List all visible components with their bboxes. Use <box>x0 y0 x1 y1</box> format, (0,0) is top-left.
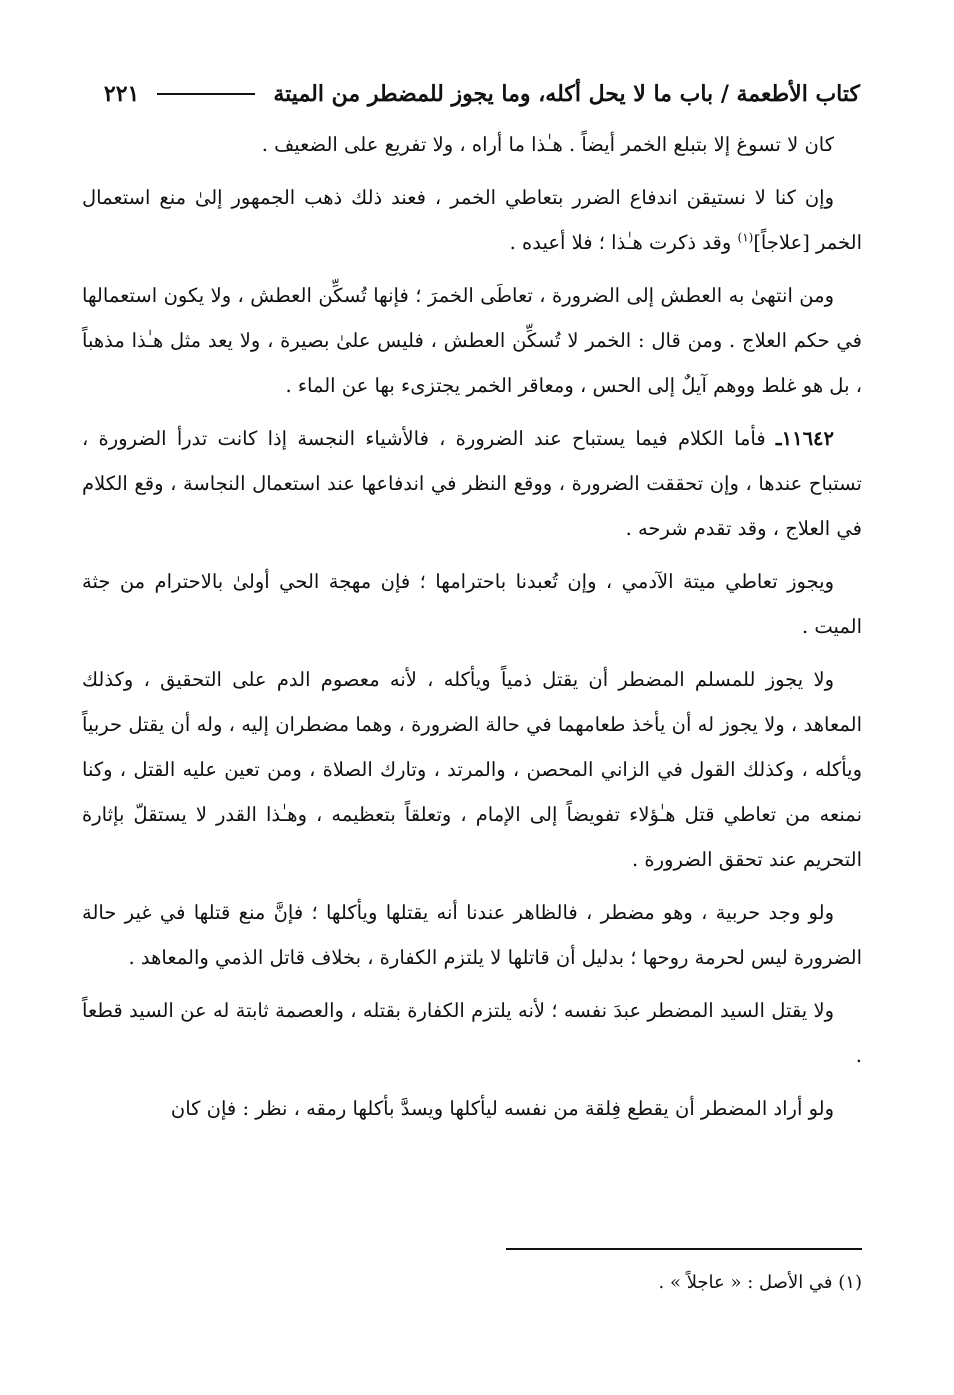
footnote-separator <box>506 1248 862 1250</box>
paragraph-2-text: وإن كنا لا نستيقن اندفاع الضرر بتعاطي الخمر ، فعند ذلك ذهب الجمهور إلىٰ منع استعمال الخمر [علاجاً] <box>82 186 862 254</box>
footnote: (١) في الأصل : « عاجلاً » . <box>658 1272 862 1293</box>
running-header <box>98 74 860 114</box>
paragraph-1: كان لا تسوغ إلا بتبلع الخمر أيضاً . هـٰذا ما أراه ، ولا تفريع على الضعيف . <box>261 133 834 156</box>
footnote-marker: (١) <box>737 230 754 245</box>
paragraph-2-tail: وقد ذكرت هـٰذا ؛ فلا أعيده . <box>509 231 732 254</box>
page-number: ٢٢١ <box>103 81 140 107</box>
header-rule <box>157 93 255 95</box>
paragraph-3: ومن انتهىٰ به العطش إلى الضرورة ، تعاطَى الخمرَ ؛ فإنها تُسكِّن العطش ، ولا يكون استعمالها في حكم العلاج . ومن قال : الخمر لا تُسكِّن العطش ، فليس علىٰ بصيرة ، ولا يعد مثل هـٰذا مذهباً ، بل هو غلط ووهم آيلٌ إلى الحس ، ومعاقر الخمر يجتزىء بها عن الماء . <box>82 284 862 397</box>
main-text <box>82 122 862 1139</box>
paragraph-5: ويجوز تعاطي ميتة الآدمي ، وإن تُعبدنا باحترامها ؛ فإن مهجة الحي أولىٰ بالاحترام من جثة الميت . <box>82 570 862 638</box>
paragraph-2 <box>82 175 862 265</box>
paragraph-6: ولا يجوز للمسلم المضطر أن يقتل ذمياً ويأكله ، لأنه معصوم الدم على التحقيق ، وكذلك المعاهد ، ولا يجوز له أن يأخذ طعامهما في حالة الضرورة ، وهما مضطران إليه ، وله أن يقتل حربياً ويأكله ، وكذلك القول في الزاني المحصن ، والمرتد ، وتارك الصلاة ، ومن تعين عليه القتل ، وكنا نمنعه من تعاطي قتل هـٰؤلاء تفويضاً إلى الإمام ، وتعلقاً بتعظيمه ، وهـٰذا القدر لا يستقلّ بإثارة التحريم عند تحقق الضرورة . <box>82 668 862 871</box>
paragraph-4 <box>82 416 862 551</box>
paragraph-9: ولو أراد المضطر أن يقطع فِلقة من نفسه ليأكلها ويسدَّ بأكلها رمقه ، نظر : فإن كان <box>170 1097 834 1120</box>
section-number: ١١٦٤٢ـ <box>775 427 834 450</box>
paragraph-8: ولا يقتل السيد المضطر عبدَ نفسه ؛ لأنه يلتزم الكفارة بقتله ، والعصمة ثابتة له عن السيد قطعاً . <box>82 999 862 1067</box>
paragraph-4-text: فأما الكلام فيما يستباح عند الضرورة ، فالأشياء النجسة إذا كانت تدرأ الضرورة ، تستباح عندها ، وإن تحققت الضرورة ، ووقع النظر في اندفاعها عند استعمال النجاسة ، وقع الكلام في العلاج ، وقد تقدم شرحه . <box>82 427 862 540</box>
header-title: كتاب الأطعمة / باب ما لا يحل أكله، وما يجوز للمضطر من الميتة <box>273 81 860 107</box>
paragraph-7: ولو وجد حربية ، وهو مضطر ، فالظاهر عندنا أنه يقتلها ويأكلها ؛ فإنَّ منع قتلها في غير حالة الضرورة ليس لحرمة روحها ؛ بدليل أن قاتلها لا يلتزم الكفارة ، بخلاف قاتل الذمي والمعاهد . <box>82 901 862 969</box>
